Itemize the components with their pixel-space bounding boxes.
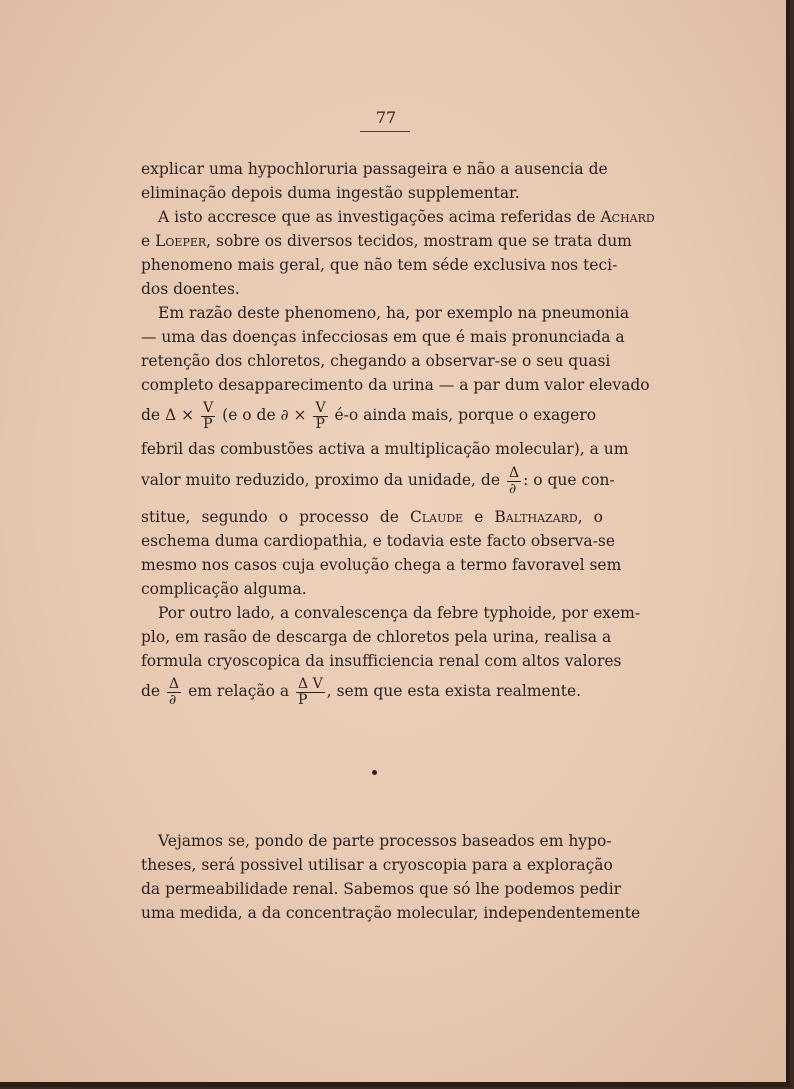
text-segment: : o que con- — [523, 471, 615, 489]
text-segment: em relação a — [188, 682, 290, 700]
fraction-denominator: P — [201, 416, 215, 432]
text-line: explicar uma hypochloruria passageira e não a ausencia de — [141, 160, 608, 178]
text-line: febril das combustões activa a multiplicação molecular), a um — [141, 440, 629, 458]
text-line: phenomeno mais geral, que não tem séde exclusiva nos teci- — [141, 256, 618, 274]
text-line: theses, será possivel utilisar a cryoscopia para a exploração — [141, 856, 613, 874]
author-name: Achard — [600, 208, 655, 226]
text-line: dos doentes. — [141, 280, 240, 298]
author-name: Balthazard — [494, 508, 578, 526]
text-line: eschema duma cardiopathia, e todavia este facto observa-se — [141, 532, 616, 550]
text-line: completo desapparecimento da urina — a par dum valor elevado — [141, 376, 650, 394]
text-segment: , sem que esta exista realmente. — [326, 682, 582, 700]
author-name: Loeper — [155, 232, 207, 250]
fraction-numerator: Δ — [508, 464, 520, 481]
fraction-denominator: ∂ — [507, 481, 521, 497]
text-segment: , o — [577, 508, 604, 526]
text-line: Vejamos se, pondo de parte processos baseados em hypo- — [158, 832, 612, 850]
text-line — [158, 205, 655, 229]
text-line — [141, 229, 632, 253]
text-segment: A isto accresce que as investigações acima referidas de — [158, 208, 601, 226]
text-segment: e — [463, 508, 495, 526]
page-number: 77 — [375, 108, 397, 127]
fraction-dv-over-p — [296, 677, 325, 708]
fraction-numerator: V — [315, 399, 326, 416]
fraction-denominator: P — [296, 692, 325, 708]
text-line: mesmo nos casos cuja evolução chega a termo favoravel sem — [141, 556, 622, 574]
fraction-denominator: P — [313, 416, 327, 432]
text-line: plo, em rasão de descarga de chloretos pela urina, realisa a — [141, 628, 612, 646]
formula-line — [141, 674, 603, 708]
fraction-denominator: ∂ — [167, 692, 181, 708]
author-name: Claude — [409, 508, 464, 526]
fraction-numerator: Δ — [169, 675, 180, 692]
text-segment: valor muito reduzido, proximo da unidade, de — [141, 471, 501, 489]
text-segment: (e o de ∂ × — [222, 406, 307, 424]
text-line: Por outro lado, a convalescença da febre typhoide, por exem- — [158, 604, 641, 622]
text-segment: stitue, segundo o processo de — [141, 508, 410, 526]
text-segment: é-o ainda mais, porque o exagero — [334, 406, 597, 424]
fraction-delta-over-d — [167, 677, 181, 708]
fraction-delta-over-d — [507, 466, 521, 497]
text-segment: de Δ × — [141, 406, 195, 424]
text-line: complicação alguma. — [141, 580, 307, 598]
formula-line — [141, 398, 603, 432]
page-number-rule — [360, 131, 410, 132]
fraction-numerator: Δ V — [298, 675, 323, 692]
text-segment: e — [141, 232, 156, 250]
fraction-v-over-p — [201, 401, 215, 432]
text-line: formula cryoscopica da insufficiencia renal com altos valores — [141, 652, 622, 670]
text-line — [141, 505, 603, 529]
fraction-v-over-p — [313, 401, 327, 432]
text-line: da permeabilidade renal. Sabemos que só lhe podemos pedir — [141, 880, 622, 898]
fraction-numerator: V — [203, 399, 214, 416]
text-line: uma medida, a da concentração molecular, independentemente — [141, 904, 641, 922]
text-line: eliminação depois duma ingestão supplementar. — [141, 184, 520, 202]
formula-line — [141, 463, 615, 497]
text-segment: , sobre os diversos tecidos, mostram que se trata dum — [206, 232, 632, 250]
text-line: retenção dos chloretos, chegando a observar-se o seu quasi — [141, 352, 611, 370]
text-line: Em razão deste phenomeno, ha, por exemplo na pneumonia — [158, 304, 630, 322]
text-line: — uma das doenças infecciosas em que é mais pronunciada a — [141, 328, 625, 346]
section-separator-dot — [372, 770, 377, 775]
text-segment: de — [141, 682, 161, 700]
